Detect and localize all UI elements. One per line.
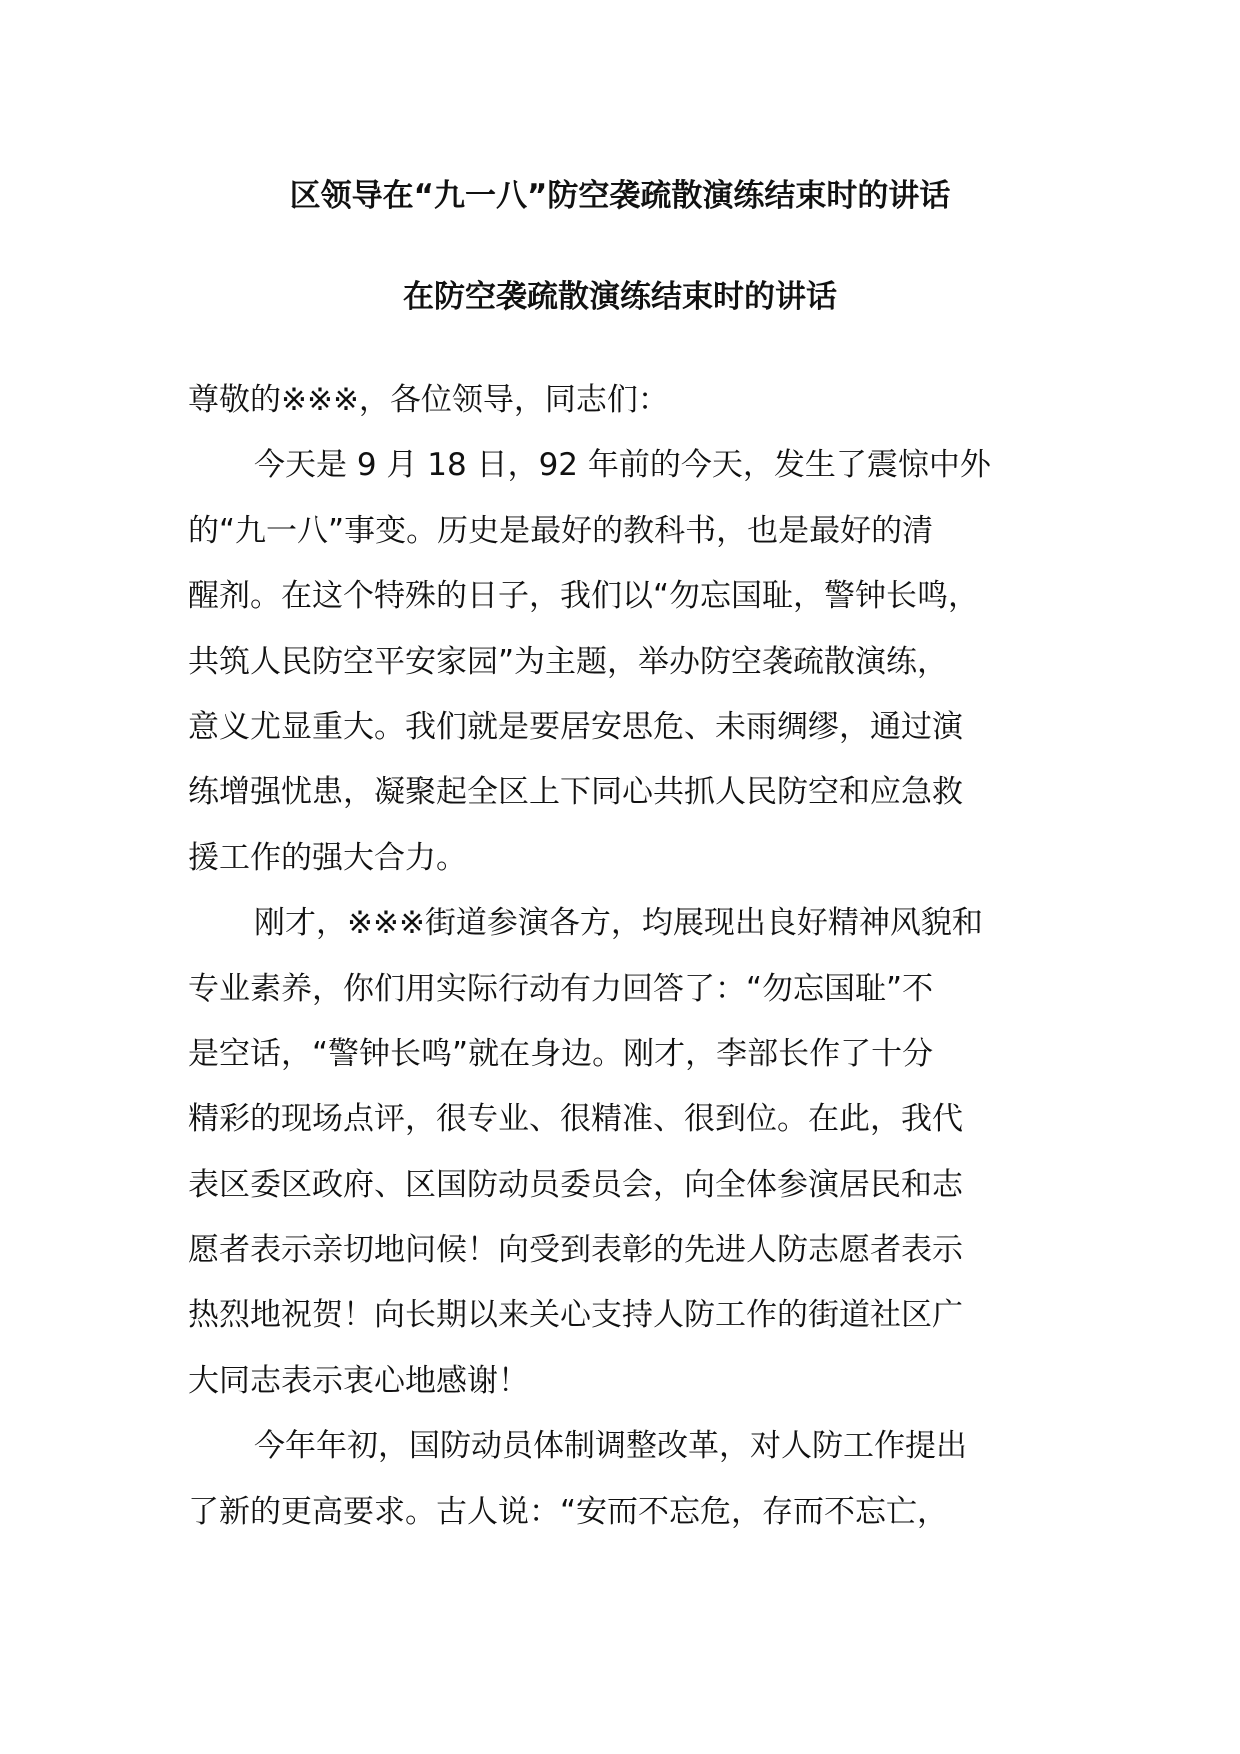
paragraph-line: 了新的更高要求。古人说：“安而不忘危，存而不忘亡，	[188, 1493, 949, 1530]
paragraph-line: 精彩的现场点评，很专业、很精准、很到位。在此，我代	[188, 1101, 963, 1138]
paragraph-line: 醒剂。在这个特殊的日子，我们以“勿忘国耻，警钟长鸣，	[188, 578, 980, 615]
paragraph-line: 练增强忧患，凝聚起全区上下同心共抓人民防空和应急救	[188, 774, 963, 811]
paragraph-line: 意义尤显重大。我们就是要居安思危、未雨绸缪，通过演	[188, 708, 963, 745]
document-subtitle: 在防空袭疏散演练结束时的讲话	[403, 279, 837, 315]
paragraph-line: 愿者表示亲切地问候！向受到表彰的先进人防志愿者表示	[188, 1232, 963, 1269]
paragraph-line: 专业素养，你们用实际行动有力回答了：“勿忘国耻”不	[188, 970, 934, 1007]
paragraph-line: 刚才，※※※街道参演各方，均展现出良好精神风貌和	[254, 905, 983, 942]
paragraph-line: 的“九一八”事变。历史是最好的教科书，也是最好的清	[188, 512, 934, 549]
document-body	[188, 368, 1054, 1545]
paragraph-line: 表区委区政府、区国防动员委员会，向全体参演居民和志	[188, 1166, 963, 1203]
paragraph-line: 今天是 9 月 18 日，92 年前的今天，发生了震惊中外	[254, 447, 991, 484]
paragraph-line: 援工作的强大合力。	[188, 839, 467, 876]
salutation: 尊敬的※※※，各位领导，同志们：	[188, 382, 669, 418]
paragraph-line: 大同志表示衷心地感谢！	[188, 1362, 529, 1399]
paragraph-3	[188, 1414, 1054, 1545]
paragraph-line: 共筑人民防空平安家园”为主题，举办防空袭疏散演练，	[188, 643, 949, 680]
document-title: 区领导在“九一八”防空袭疏散演练结束时的讲话	[289, 178, 951, 214]
paragraph-line: 热烈地祝贺！向长期以来关心支持人防工作的街道社区广	[188, 1297, 963, 1334]
paragraph-2	[188, 891, 1054, 1414]
paragraph-1	[188, 433, 1054, 891]
paragraph-line: 今年年初，国防动员体制调整改革，对人防工作提出	[254, 1428, 967, 1465]
paragraph-line: 是空话，“警钟长鸣”就在身边。刚才，李部长作了十分	[188, 1035, 934, 1072]
